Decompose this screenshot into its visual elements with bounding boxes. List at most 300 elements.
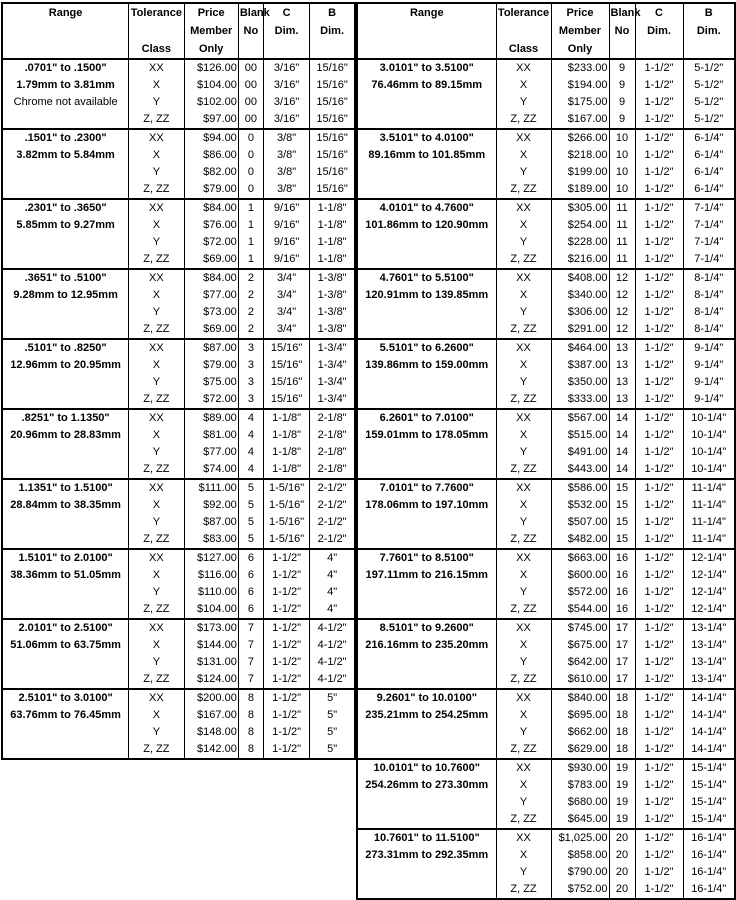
blank-no-cell: 14 [609,461,635,479]
blank-no-cell: 15 [609,497,635,514]
table-row [357,59,735,77]
price-cell: $116.00 [184,567,238,584]
range-inches: .1501" to .2300" [24,132,107,144]
b-dim-cell: 10-1/4" [683,409,735,427]
tolerance-class-cell: X [496,147,551,164]
b-dim-cell: 9-1/4" [683,339,735,357]
price-header-label: Price [566,7,594,19]
c-dim-cell: 1-1/2" [635,461,683,479]
range-mm: 254.26mm to 273.30mm [365,779,489,791]
price-cell: $148.00 [184,724,238,741]
blank-no-cell: 9 [609,77,635,94]
c-dim-cell: 1-1/2" [635,217,683,234]
b-dim-cell: 1-3/8" [310,269,355,287]
c-dim-cell: 1-1/2" [263,584,309,601]
tolerance-class-cell: X [496,567,551,584]
b-dim-header-label: B [328,7,337,19]
table-row [357,339,735,357]
b-dim-cell: 12-1/4" [683,549,735,567]
blank-no-cell: 9 [609,94,635,111]
tolerance-class-cell: Z, ZZ [496,811,551,829]
price-cell: $82.00 [184,164,238,181]
range-mm: 216.16mm to 235.20mm [365,639,489,651]
price-cell: $127.00 [184,549,238,567]
c-dim-cell: 9/16" [263,234,309,251]
blank-no-cell: 20 [609,881,635,899]
blank-no-cell: 11 [609,217,635,234]
price-header-sub2: Only [567,43,593,55]
blank-header-sub: No [243,25,259,37]
b-dim-cell: 4" [310,549,355,567]
b-dim-cell: 15/16" [310,59,355,77]
range-inches: 10.0101" to 10.7600" [373,762,480,774]
tolerance-class-cell: X [496,847,551,864]
c-dim-cell: 1-1/8" [263,461,309,479]
range-mm: 76.46mm to 89.15mm [371,79,483,91]
range-cell [357,129,496,199]
tolerance-class-cell: Y [496,304,551,321]
price-cell: $266.00 [551,129,609,147]
tolerance-class-cell: X [129,217,184,234]
table-row [2,339,355,357]
c-dim-cell: 1-1/2" [635,181,683,199]
b-dim-cell: 2-1/8" [310,427,355,444]
table-row [2,689,355,707]
table-row [2,479,355,497]
table-row [357,479,735,497]
tolerance-class-cell: Z, ZZ [129,391,184,409]
range-mm: 273.31mm to 292.35mm [365,849,489,861]
c-dim-cell: 1-1/2" [635,164,683,181]
b-dim-cell: 15-1/4" [683,811,735,829]
tolerance-class-cell: X [129,427,184,444]
c-dim-cell: 3/4" [263,269,309,287]
tolerance-class-cell: Y [496,94,551,111]
c-dim-cell: 1-1/2" [635,339,683,357]
b-dim-cell: 13-1/4" [683,619,735,637]
blank-no-cell: 8 [238,741,263,759]
price-cell: $645.00 [551,811,609,829]
price-cell: $84.00 [184,199,238,217]
c-dim-cell: 1-1/2" [635,391,683,409]
price-cell: $745.00 [551,619,609,637]
tolerance-class-cell: X [496,287,551,304]
b-dim-cell: 9-1/4" [683,374,735,391]
c-dim-cell: 1-1/2" [263,741,309,759]
tolerance-class-cell: Z, ZZ [129,601,184,619]
price-cell: $491.00 [551,444,609,461]
c-dim-cell: 1-1/2" [635,829,683,847]
tolerance-class-cell: Z, ZZ [129,111,184,129]
range-mm: 63.76mm to 76.45mm [10,709,121,721]
tolerance-header-label: Tolerance [497,7,550,19]
tolerance-class-cell: Y [496,584,551,601]
price-cell: $254.00 [551,217,609,234]
price-cell: $74.00 [184,461,238,479]
price-header [184,3,238,59]
blank-no-cell: 15 [609,514,635,531]
b-dim-header-label: B [704,7,713,19]
price-cell: $840.00 [551,689,609,707]
price-cell: $126.00 [184,59,238,77]
range-mm: 9.28mm to 12.95mm [13,289,118,301]
b-dim-cell: 5-1/2" [683,111,735,129]
c-dim-cell: 15/16" [263,357,309,374]
b-dim-cell: 13-1/4" [683,637,735,654]
price-cell: $663.00 [551,549,609,567]
table-row [357,689,735,707]
price-cell: $175.00 [551,94,609,111]
b-dim-cell: 5-1/2" [683,59,735,77]
blank-no-cell: 0 [238,147,263,164]
range-mm: 197.11mm to 216.15mm [365,569,488,581]
b-dim-cell: 5" [310,689,355,707]
price-cell: $387.00 [551,357,609,374]
c-dim-cell: 3/16" [263,111,309,129]
c-dim-header-label: C [282,7,291,19]
c-dim-cell: 1-1/8" [263,409,309,427]
price-cell: $600.00 [551,567,609,584]
c-dim-cell: 1-5/16" [263,531,309,549]
price-cell: $340.00 [551,287,609,304]
tolerance-class-cell: XX [496,339,551,357]
price-table-right [356,2,736,900]
blank-no-cell: 20 [609,864,635,881]
range-header-label: Range [48,7,83,19]
b-dim-cell: 15/16" [310,111,355,129]
b-dim-cell: 7-1/4" [683,234,735,251]
b-dim-header-sub: Dim. [696,25,721,37]
tolerance-class-cell: XX [496,269,551,287]
c-dim-cell: 1-1/2" [635,847,683,864]
c-dim-cell: 1-1/2" [635,269,683,287]
tolerance-class-cell: Y [129,374,184,391]
c-dim-cell: 1-1/2" [635,427,683,444]
b-dim-cell: 8-1/4" [683,321,735,339]
blank-no-cell: 12 [609,321,635,339]
c-dim-cell: 1-1/2" [635,497,683,514]
blank-no-cell: 3 [238,374,263,391]
tolerance-class-cell: X [496,77,551,94]
tolerance-class-cell: Y [496,374,551,391]
tolerance-class-cell: Y [496,234,551,251]
c-dim-cell: 1-1/2" [635,59,683,77]
blank-no-cell: 10 [609,129,635,147]
b-dim-cell: 8-1/4" [683,304,735,321]
tolerance-class-cell: X [129,287,184,304]
range-inches: 5.5101" to 6.2600" [379,342,474,354]
price-cell: $76.00 [184,217,238,234]
c-dim-cell: 3/8" [263,129,309,147]
tolerance-class-cell: Z, ZZ [496,881,551,899]
range-cell [2,549,129,619]
c-dim-cell: 1-5/16" [263,479,309,497]
range-inches: 1.1351" to 1.5100" [18,482,113,494]
range-inches: 3.5101" to 4.0100" [379,132,474,144]
b-dim-cell: 1-1/8" [310,234,355,251]
tolerance-class-cell: X [496,707,551,724]
b-dim-cell: 6-1/4" [683,181,735,199]
c-dim-cell: 1-1/2" [635,549,683,567]
b-dim-cell: 1-1/8" [310,217,355,234]
range-cell [357,339,496,409]
c-dim-cell: 15/16" [263,374,309,391]
range-inches: 2.5101" to 3.0100" [18,692,113,704]
blank-no-cell: 20 [609,847,635,864]
range-mm: 20.96mm to 28.83mm [10,429,121,441]
b-dim-cell: 16-1/4" [683,864,735,881]
tolerance-class-cell: Z, ZZ [496,321,551,339]
c-dim-cell: 3/4" [263,287,309,304]
tolerance-class-cell: Y [129,584,184,601]
blank-no-cell: 16 [609,601,635,619]
b-dim-cell: 6-1/4" [683,164,735,181]
price-cell: $87.00 [184,339,238,357]
b-dim-cell: 4-1/2" [310,654,355,671]
blank-no-cell: 6 [238,601,263,619]
c-dim-cell: 9/16" [263,217,309,234]
price-cell: $111.00 [184,479,238,497]
tolerance-class-cell: Z, ZZ [496,251,551,269]
price-header-sub2: Only [198,43,224,55]
blank-no-cell: 4 [238,461,263,479]
tolerance-class-cell: XX [129,409,184,427]
table-row [2,409,355,427]
tolerance-class-cell: X [496,497,551,514]
range-inches: 3.0101" to 3.5100" [379,62,474,74]
price-cell: $408.00 [551,269,609,287]
blank-no-cell: 13 [609,374,635,391]
blank-no-cell: 10 [609,147,635,164]
blank-no-cell: 18 [609,689,635,707]
blank-no-cell: 17 [609,671,635,689]
b-dim-cell: 8-1/4" [683,287,735,304]
price-cell: $680.00 [551,794,609,811]
price-cell: $142.00 [184,741,238,759]
b-dim-cell: 16-1/4" [683,829,735,847]
c-dim-cell: 1-1/2" [635,741,683,759]
blank-no-cell: 14 [609,444,635,461]
range-cell [2,479,129,549]
range-mm: 159.01mm to 178.05mm [365,429,489,441]
c-dim-header [263,3,309,59]
blank-no-cell: 17 [609,619,635,637]
blank-no-cell: 3 [238,357,263,374]
tolerance-class-cell: Z, ZZ [129,181,184,199]
price-cell: $83.00 [184,531,238,549]
price-cell: $507.00 [551,514,609,531]
range-header [357,3,496,59]
price-cell: $572.00 [551,584,609,601]
price-cell: $199.00 [551,164,609,181]
range-mm: 12.96mm to 20.95mm [10,359,121,371]
range-mm: 3.82mm to 5.84mm [16,149,115,161]
b-dim-cell: 5" [310,707,355,724]
blank-no-cell: 6 [238,549,263,567]
c-dim-cell: 1-1/2" [635,409,683,427]
blank-no-cell: 11 [609,234,635,251]
tolerance-class-cell: X [129,637,184,654]
range-header [2,3,129,59]
range-cell [2,269,129,339]
blank-no-cell: 19 [609,777,635,794]
tolerance-class-cell: X [496,217,551,234]
c-dim-header-label: C [655,7,663,19]
price-cell: $89.00 [184,409,238,427]
tolerance-class-cell: Y [129,164,184,181]
tolerance-class-cell: Z, ZZ [129,321,184,339]
table-row [2,129,355,147]
b-dim-cell: 2-1/8" [310,444,355,461]
blank-no-cell: 3 [238,391,263,409]
c-dim-cell: 1-1/8" [263,427,309,444]
price-cell: $443.00 [551,461,609,479]
b-dim-cell: 6-1/4" [683,129,735,147]
tolerance-header-label: Tolerance [130,7,182,19]
tolerance-class-cell: Z, ZZ [496,601,551,619]
tolerance-class-cell: X [129,77,184,94]
price-cell: $216.00 [551,251,609,269]
table-row [357,549,735,567]
range-inches: .2301" to .3650" [24,202,107,214]
blank-no-cell: 12 [609,269,635,287]
tolerance-class-cell: Y [129,444,184,461]
price-cell: $79.00 [184,357,238,374]
c-dim-cell: 1-1/2" [635,864,683,881]
b-dim-cell: 12-1/4" [683,584,735,601]
price-cell: $291.00 [551,321,609,339]
range-inches: 2.0101" to 2.5100" [18,622,113,634]
price-cell: $69.00 [184,321,238,339]
price-cell: $167.00 [184,707,238,724]
b-dim-cell: 10-1/4" [683,461,735,479]
tolerance-class-cell: X [496,427,551,444]
blank-no-cell: 00 [238,77,263,94]
tolerance-class-cell: Y [129,514,184,531]
c-dim-cell: 1-1/2" [635,321,683,339]
c-dim-cell: 1-1/2" [263,671,309,689]
range-cell [2,689,129,759]
tolerance-class-cell: X [129,357,184,374]
tolerance-class-cell: Z, ZZ [496,391,551,409]
blank-header [238,3,270,59]
price-cell: $86.00 [184,147,238,164]
blank-no-cell: 1 [238,251,263,269]
range-cell [2,619,129,689]
price-cell: $662.00 [551,724,609,741]
c-dim-cell: 1-1/2" [635,707,683,724]
tolerance-class-cell: XX [129,549,184,567]
range-cell [357,199,496,269]
blank-no-cell: 5 [238,479,263,497]
b-dim-header-sub: Dim. [320,25,345,37]
blank-no-cell: 19 [609,759,635,777]
tolerance-class-cell: XX [496,59,551,77]
c-dim-cell: 1-1/2" [635,77,683,94]
blank-no-cell: 2 [238,269,263,287]
c-dim-cell: 1-1/2" [635,671,683,689]
range-inches: 7.7601" to 8.5100" [379,552,474,564]
b-dim-cell: 4" [310,584,355,601]
tolerance-class-cell: XX [496,199,551,217]
blank-no-cell: 13 [609,339,635,357]
price-cell: $1,025.00 [551,829,609,847]
blank-no-cell: 8 [238,707,263,724]
b-dim-cell: 15/16" [310,77,355,94]
table-row [357,619,735,637]
tolerance-class-cell: XX [129,339,184,357]
c-dim-cell: 9/16" [263,251,309,269]
b-dim-cell: 11-1/4" [683,531,735,549]
tolerance-header-sub: Class [141,43,172,55]
blank-no-cell: 0 [238,181,263,199]
price-cell: $858.00 [551,847,609,864]
table-row [2,59,355,77]
range-mm: 120.91mm to 139.85mm [365,289,489,301]
range-mm: 51.06mm to 63.75mm [10,639,121,651]
c-dim-cell: 1-1/2" [635,111,683,129]
price-header-sub1: Member [558,25,602,37]
price-cell: $77.00 [184,287,238,304]
price-cell: $482.00 [551,531,609,549]
tolerance-class-cell: XX [129,269,184,287]
tolerance-class-cell: XX [129,129,184,147]
range-cell [2,199,129,269]
price-cell: $233.00 [551,59,609,77]
b-dim-cell: 5" [310,724,355,741]
price-cell: $532.00 [551,497,609,514]
blank-no-cell: 7 [238,654,263,671]
range-inches: 9.2601" to 10.0100" [376,692,477,704]
c-dim-cell: 1-1/2" [635,514,683,531]
tolerance-class-cell: XX [496,829,551,847]
range-mm: 89.16mm to 101.85mm [368,149,486,161]
c-dim-header-sub: Dim. [274,25,299,37]
table-row [2,199,355,217]
tolerance-class-cell: XX [129,619,184,637]
b-dim-cell: 2-1/2" [310,479,355,497]
c-dim-cell: 1-1/2" [635,689,683,707]
tolerance-header-sub: Class [508,43,539,55]
blank-no-cell: 2 [238,287,263,304]
b-dim-cell: 1-3/4" [310,339,355,357]
price-cell: $97.00 [184,111,238,129]
price-cell: $102.00 [184,94,238,111]
blank-no-cell: 0 [238,129,263,147]
c-dim-cell: 1-1/2" [263,654,309,671]
blank-no-cell: 5 [238,531,263,549]
b-dim-cell: 7-1/4" [683,251,735,269]
b-dim-cell: 6-1/4" [683,147,735,164]
b-dim-cell: 10-1/4" [683,427,735,444]
tolerance-class-cell: XX [496,479,551,497]
c-dim-cell: 1-5/16" [263,514,309,531]
range-inches: 4.0101" to 4.7600" [379,202,474,214]
price-cell: $110.00 [184,584,238,601]
b-dim-cell: 14-1/4" [683,724,735,741]
b-dim-cell: 11-1/4" [683,514,735,531]
c-dim-cell: 1-1/2" [635,777,683,794]
c-dim-header-sub: Dim. [647,25,671,37]
c-dim-cell: 1-1/2" [635,619,683,637]
b-dim-cell: 2-1/8" [310,409,355,427]
price-header-sub1: Member [190,25,233,37]
c-dim-cell: 3/16" [263,59,309,77]
blank-no-cell: 8 [238,724,263,741]
tolerance-class-cell: X [129,497,184,514]
blank-no-cell: 1 [238,234,263,251]
b-dim-cell: 11-1/4" [683,497,735,514]
